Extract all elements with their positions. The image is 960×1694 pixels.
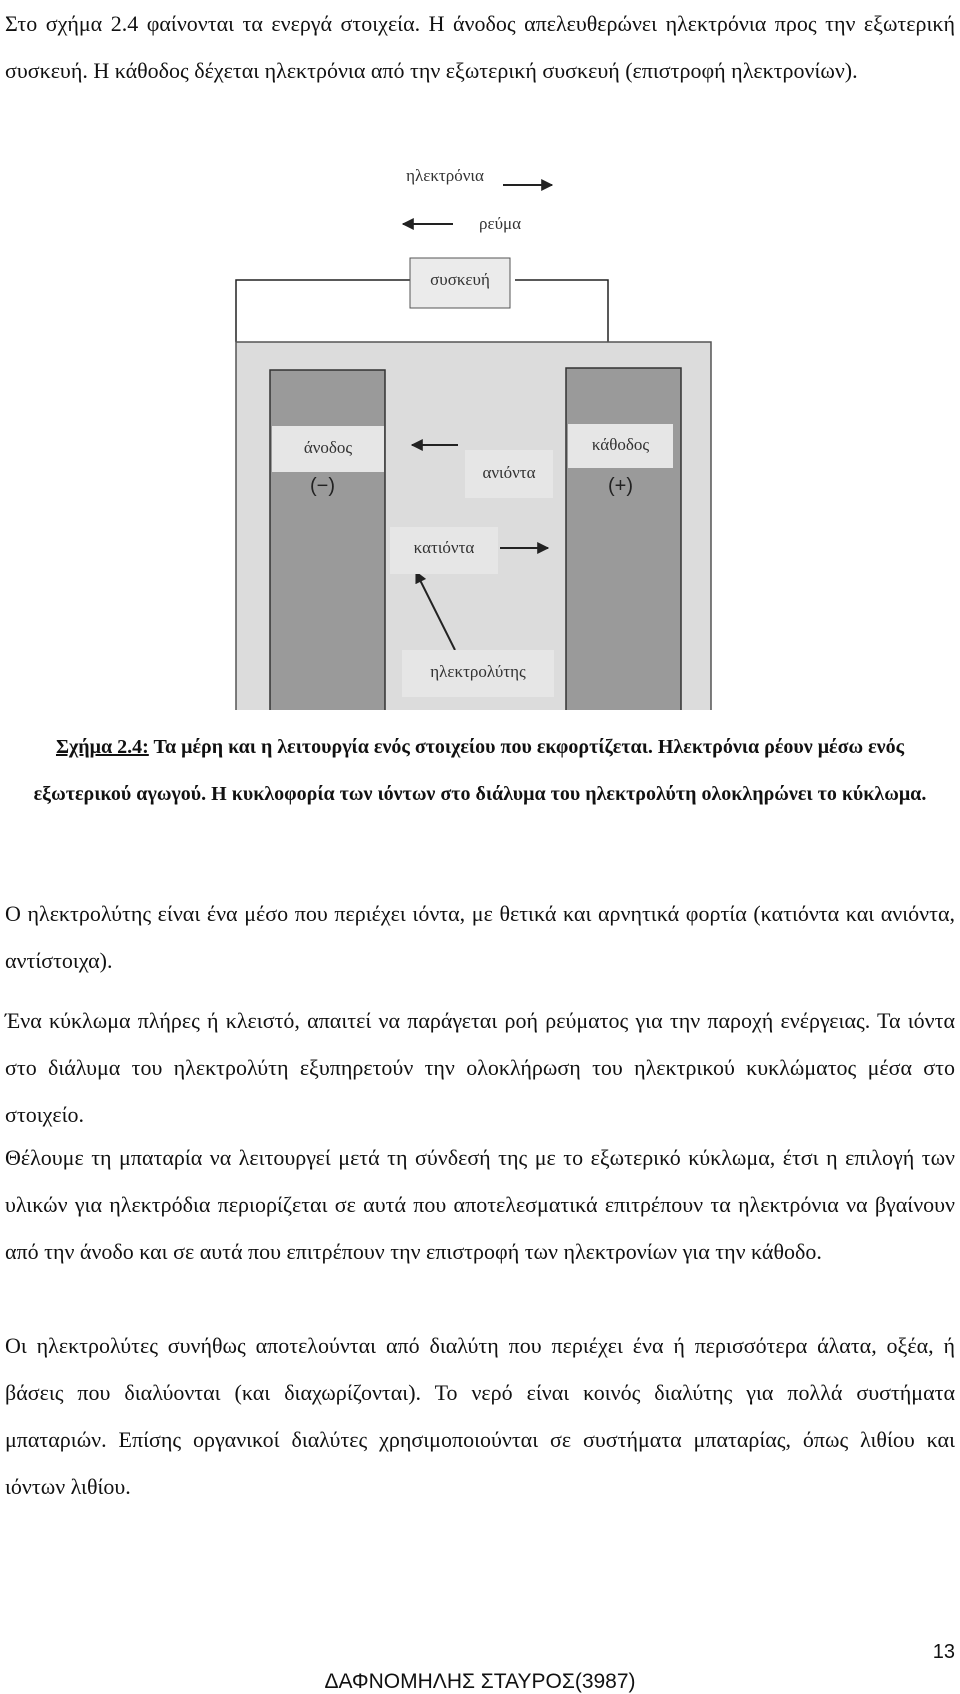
current-label: ρεύμα <box>478 214 522 233</box>
cathode-label: κάθοδος <box>591 435 650 454</box>
anode-sign: (−) <box>310 475 335 497</box>
device-label: συσκευή <box>430 270 490 289</box>
cathode-sign: (+) <box>608 475 633 497</box>
electrons-label: ηλεκτρόνια <box>406 166 484 185</box>
intro-paragraph: Στο σχήμα 2.4 φαίνονται τα ενεργά στοιχεία. Η άνοδος απελευθερώνει ηλεκτρόνια προς την εξωτερική συσκευή. Η κάθοδος δέχεται ηλεκτρόνια από την εξωτερική συσκευή (επιστροφή ηλεκτρονίων). <box>5 11 955 83</box>
page-number: 13 <box>932 1641 955 1663</box>
electrolyte-label: ηλεκτρολύτης <box>430 662 526 681</box>
wire-left <box>236 280 433 342</box>
circuit-paragraph: Ένα κύκλωμα πλήρες ή κλειστό, απαιτεί να παράγεται ροή ρεύματος για την παροχή ενέργειας. Τα ιόντα στο διάλυμα του ηλεκτρολύτη εξυπηρετούν την ολοκλήρωση του ηλεκτρικού κυκλώματος μέσα στο στοιχείο. <box>5 1008 955 1127</box>
cathode-electrode <box>566 368 681 710</box>
footer-author: ΔΑΦΝΟΜΗΛΗΣ ΣΤΑΥΡΟΣ(3987) <box>324 1670 636 1693</box>
caption-label: Σχήμα 2.4: <box>55 736 149 758</box>
figure-caption <box>20 724 940 818</box>
electrolyte-paragraph: Ο ηλεκτρολύτης είναι ένα μέσο που περιέχει ιόντα, με θετικά και αρνητικά φορτία (κατιόντα και ανιόντα, αντίστοιχα). <box>5 901 955 973</box>
anions-label: ανιόντα <box>482 463 536 482</box>
caption-text: Τα μέρη και η λειτουργία ενός στοιχείου που εκφορτίζεται. Ηλεκτρόνια ρέουν μέσω ενός εξωτερικού αγωγού. Η κυκλοφορία των ιόντων στο διάλυμα του ηλεκτρολύτη ολοκληρώνει το κύκλωμα. <box>33 736 927 805</box>
battery-cell-figure <box>0 150 960 710</box>
figure-graphics <box>0 150 960 710</box>
cations-label: κατιόντα <box>413 538 475 557</box>
solvents-paragraph: Οι ηλεκτρολύτες συνήθως αποτελούνται από διαλύτη που περιέχει ένα ή περισσότερα άλατα, οξέα, ή βάσεις που διαλύονται (και διαχωρίζονται). Το νερό είναι κοινός διαλύτης για πολλά συστήματα μπαταριών. Επίσης οργανικοί διαλύτες χρησιμοποιούνται σε συστήματα μπαταρίας, όπως λιθίου και ιόντων λιθίου. <box>5 1333 955 1499</box>
electrodes-paragraph: Θέλουμε τη μπαταρία να λειτουργεί μετά τη σύνδεσή της με το εξωτερικό κύκλωμα, έτσι η επιλογή των υλικών για ηλεκτρόδια περιορίζεται σε αυτά που αποτελεσματικά επιτρέπουν τα ηλεκτρόνια να βγαίνουν από την άνοδο και σε αυτά που επιτρέπουν την επιστροφή των ηλεκτρονίων για την κάθοδο. <box>5 1145 955 1264</box>
anode-label: άνοδος <box>303 438 353 457</box>
wire-right <box>515 280 608 346</box>
anode-electrode <box>270 370 385 710</box>
